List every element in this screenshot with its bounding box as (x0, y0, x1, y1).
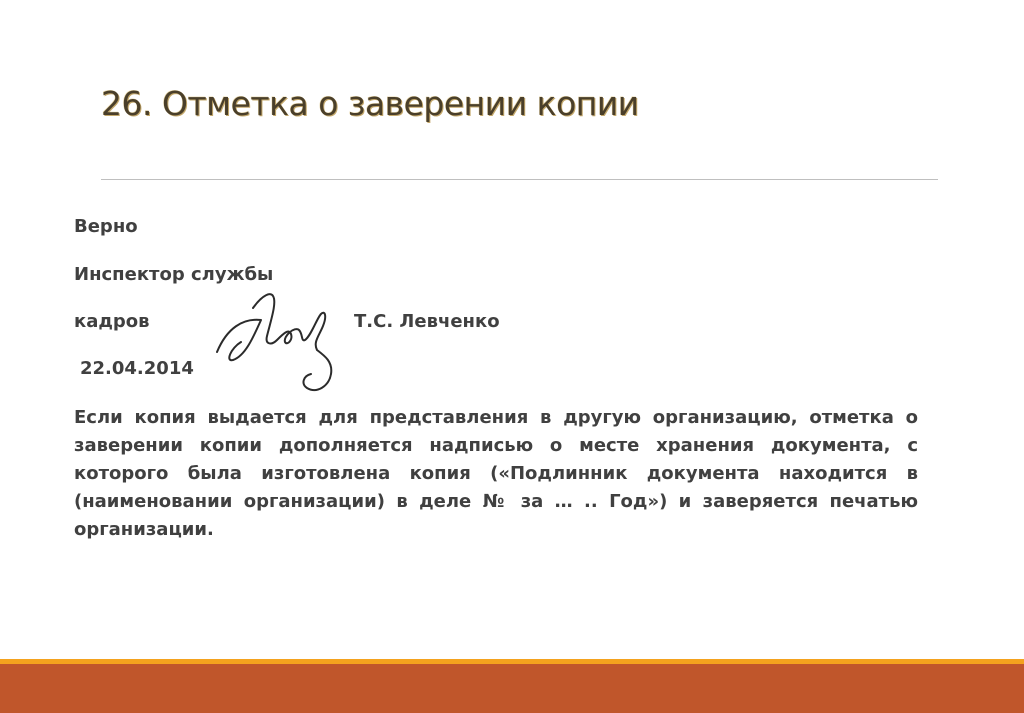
slide-title: 26. Отметка о заверении копии (101, 84, 639, 123)
certification-position-line1: Инспектор службы (74, 264, 274, 285)
certification-position-line2: кадров (74, 311, 150, 332)
certification-note: Если копия выдается для представления в другую организацию, отметка о заверении копии дополняется надписью о месте хранения документа, с которого была изготовлена копия («Подлинник документа находится в (наименовании организации) в деле № за … .. Год») и заверяется печатью организации. (74, 407, 918, 540)
title-divider (101, 179, 938, 180)
certification-verified-label: Верно (74, 216, 138, 237)
footer-band (0, 664, 1024, 713)
handwritten-signature (205, 290, 345, 400)
signer-name: Т.С. Левченко (354, 311, 500, 332)
certification-date: 22.04.2014 (80, 358, 194, 379)
